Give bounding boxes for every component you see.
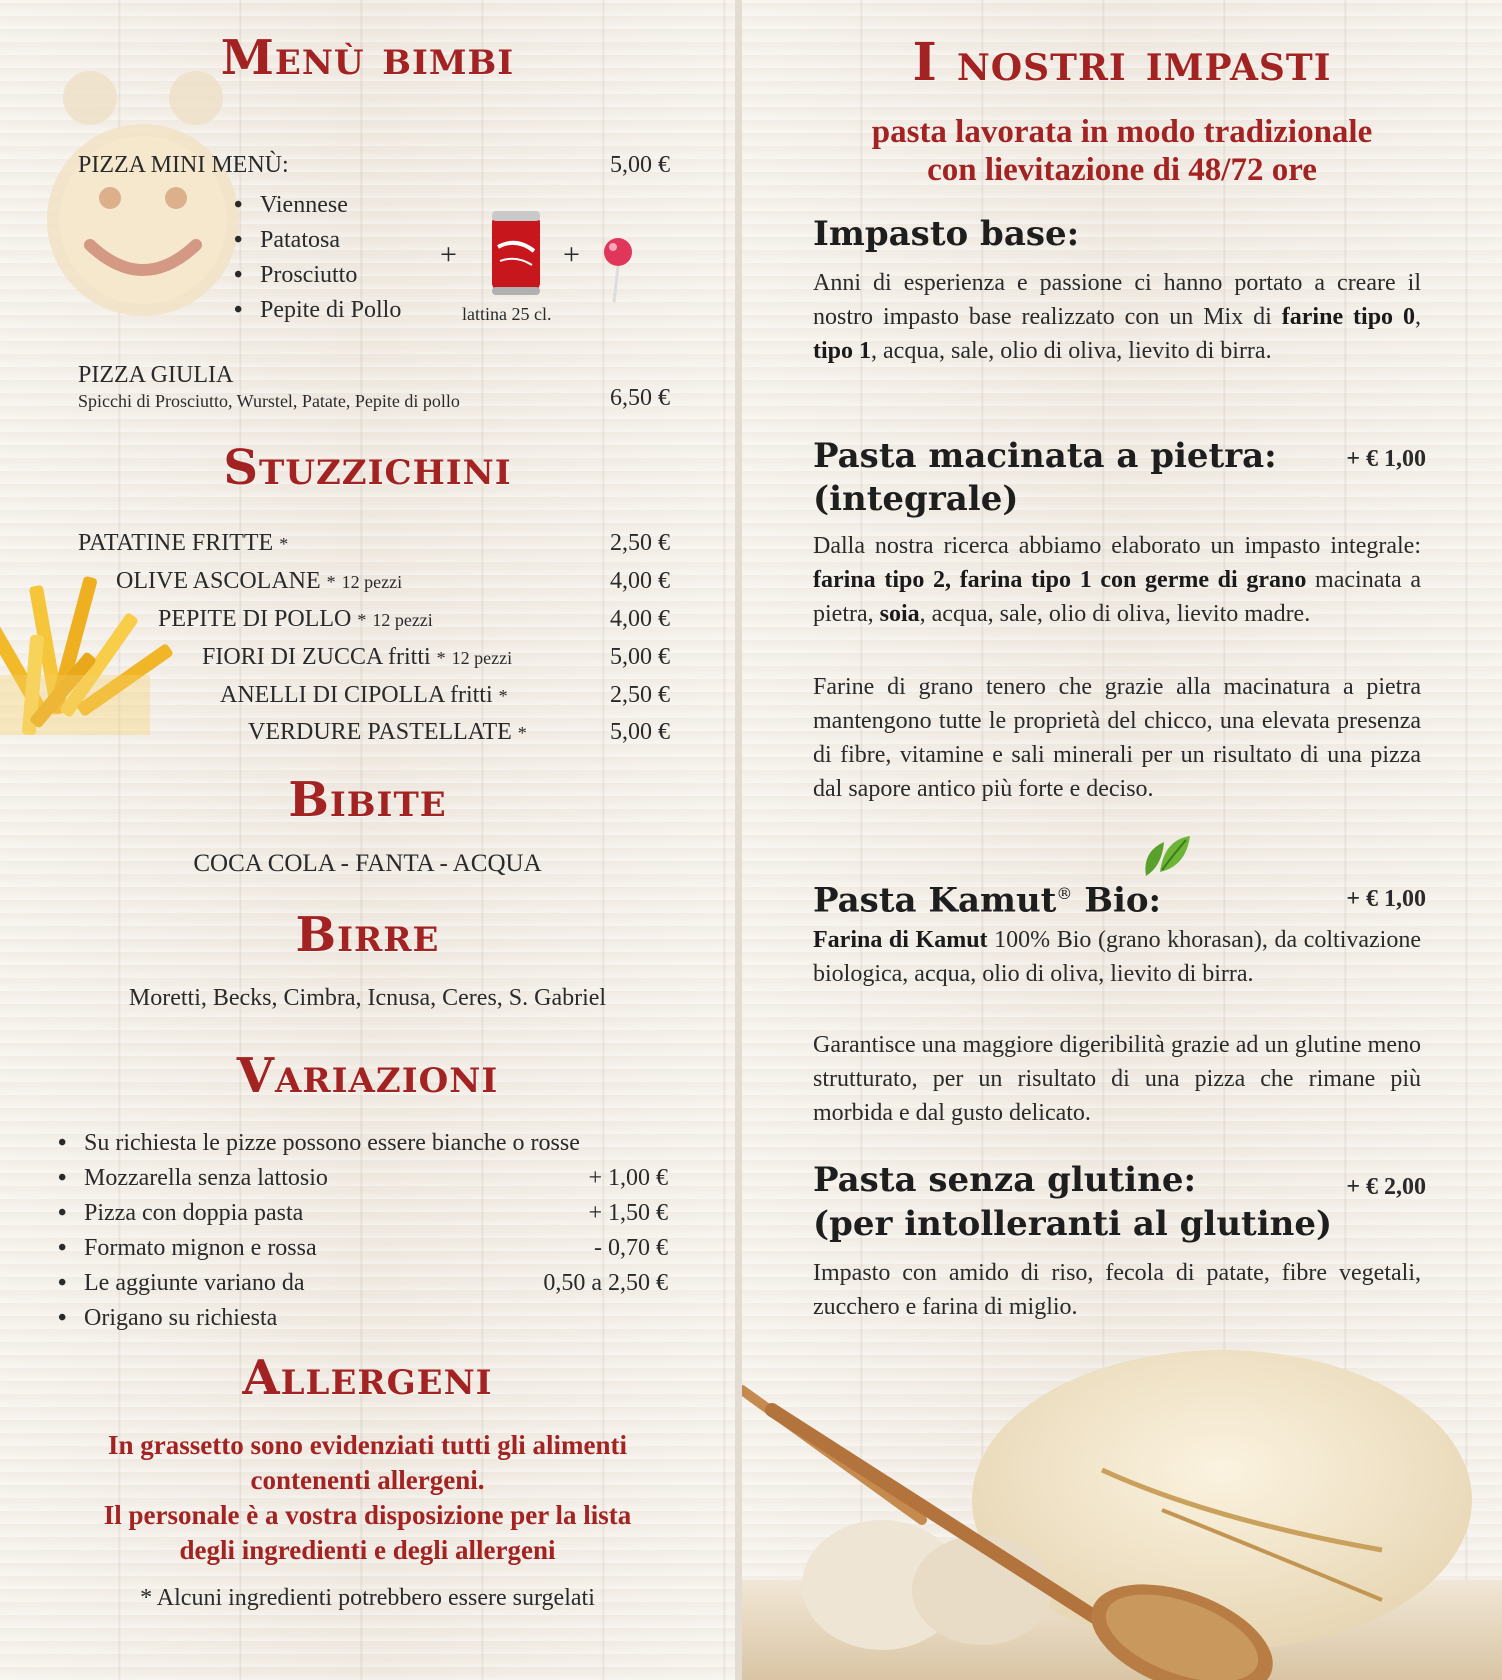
birre-title: Birre (295, 907, 440, 963)
item-price: - 0,70 € (594, 1235, 668, 1261)
list-item: • Patatosa (234, 223, 401, 258)
list-item: PATATINE FRITTE * (78, 530, 289, 556)
kids-menu-panel (0, 0, 735, 1680)
pasta-kamut-description: Farina di Kamut 100% Bio (grano khorasan), da coltivazione biologica, acqua, olio di oliva, lievito di birra. (813, 927, 1421, 987)
pasta-pietra-description: Dalla nostra ricerca abbiamo elaborato un impasto integrale: farina tipo 2, farina tipo 1 con germe di grano macinata a pietra, soia, acqua, sale, olio di oliva, lievito madre. (813, 533, 1421, 627)
list-item: • Origano su richiesta (58, 1301, 668, 1336)
leaf-icon (1140, 832, 1192, 880)
item-price: 4,00 € (610, 568, 670, 594)
plus-sign: + (563, 238, 580, 271)
list-item: • Prosciutto (234, 258, 401, 293)
item-price: 4,00 € (610, 606, 670, 632)
list-item: ANELLI DI CIPOLLA fritti * (220, 682, 508, 708)
list-item: VERDURE PASTELLATE * (248, 719, 527, 745)
list-item: • Mozzarella senza lattosio + 1,00 € (58, 1161, 668, 1196)
impasti-title: I nostri impasti (912, 32, 1332, 93)
pasta-senza-glutine-price: + € 2,00 (1346, 1174, 1426, 1200)
list-item: • Formato mignon e rossa - 0,70 € (58, 1231, 668, 1266)
list-item: OLIVE ASCOLANE * 12 pezzi (116, 568, 403, 594)
item-price: 2,50 € (610, 530, 670, 556)
impasti-subtitle-2: con lievitazione di 48/72 ore (927, 152, 1317, 188)
allergeni-line-3: Il personale è a vostra disposizione per la lista (103, 1500, 632, 1530)
pasta-pietra-price: + € 1,00 (1346, 446, 1426, 472)
pasta-senza-glutine-heading: Pasta senza glutine: (813, 1160, 1196, 1200)
bibite-list: COCA COLA - FANTA - ACQUA (193, 850, 542, 877)
smiley-pizza-icon (38, 70, 248, 320)
doughs-panel (742, 0, 1502, 1680)
lollipop-icon (600, 236, 636, 304)
list-item: • Pizza con doppia pasta + 1,50 € (58, 1196, 668, 1231)
pizza-mini-menu-price: 5,00 € (610, 152, 670, 178)
impasto-base-heading: Impasto base: (813, 214, 1080, 254)
variazioni-title: Variazioni (236, 1048, 499, 1104)
item-price: 5,00 € (610, 719, 670, 745)
list-item: PEPITE DI POLLO * 12 pezzi (158, 606, 433, 632)
pizza-mini-menu-label: PIZZA MINI MENÙ: (78, 152, 289, 178)
plus-sign: + (440, 238, 457, 271)
list-item: • Su richiesta le pizze possono essere bianche o rosse (58, 1126, 668, 1161)
panel-divider (735, 0, 742, 1680)
pizza-giulia-description: Spicchi di Prosciutto, Wurstel, Patate, Pepite di pollo (78, 391, 460, 411)
pasta-pietra-subheading: (integrale) (813, 479, 1019, 519)
list-item: • Le aggiunte variano da 0,50 a 2,50 € (58, 1266, 668, 1301)
cola-can-icon (488, 207, 544, 297)
allergeni-line-4: degli ingredienti e degli allergeni (179, 1535, 556, 1565)
list-item: • Viennese (234, 188, 401, 223)
allergeni-line-2: contenenti allergeni. (250, 1465, 485, 1495)
list-item: • Pepite di Pollo (234, 293, 401, 328)
allergeni-line-1: In grassetto sono evidenziati tutti gli alimenti (108, 1430, 627, 1460)
allergeni-title: Allergeni (242, 1350, 493, 1406)
frozen-footnote: * Alcuni ingredienti potrebbero essere surgelati (140, 1585, 595, 1611)
pasta-senza-glutine-subheading: (per intolleranti al glutine) (813, 1204, 1333, 1244)
pasta-pietra-heading: Pasta macinata a pietra: (813, 436, 1277, 476)
pizza-giulia-price: 6,50 € (610, 385, 670, 411)
birre-list: Moretti, Becks, Cimbra, Icnusa, Ceres, S. Gabriel (128, 985, 607, 1011)
pasta-kamut-details: Garantisce una maggiore digeribilità grazie ad un glutine meno strutturato, per un risultato di una pizza che rimane più morbida e dal gusto delicato. (813, 1032, 1421, 1126)
variazioni-list (58, 1126, 668, 1336)
item-price: + 1,00 € (588, 1165, 668, 1191)
pasta-senza-glutine-description: Impasto con amido di riso, fecola di patate, fibre vegetali, zucchero e farina di miglio. (813, 1260, 1421, 1320)
pasta-pietra-details: Farine di grano tenero che grazie alla macinatura a pietra mantengono tutte le proprietà del chicco, una elevata presenza di fibre, vitamine e sali minerali per un risultato di una pizza dal sapore antico più forte e deciso. (813, 674, 1421, 802)
item-price: 2,50 € (610, 682, 670, 708)
dough-scene-icon (742, 1350, 1502, 1680)
impasto-base-description: Anni di esperienza e passione ci hanno portato a creare il nostro impasto base realizzato con un Mix di farine tipo 0, tipo 1, acqua, sale, olio di oliva, lievito di birra. (813, 270, 1421, 364)
pasta-kamut-heading: Pasta Kamut® Bio: (813, 880, 1162, 921)
mini-menu-pizza-list (234, 188, 401, 328)
bibite-title: Bibite (288, 772, 447, 828)
list-item: FIORI DI ZUCCA fritti * 12 pezzi (202, 644, 513, 670)
item-price: 0,50 a 2,50 € (543, 1270, 668, 1296)
pasta-kamut-price: + € 1,00 (1346, 886, 1426, 912)
can-caption: lattina 25 cl. (462, 304, 552, 324)
stuzzichini-title: Stuzzichini (223, 440, 512, 496)
item-price: + 1,50 € (588, 1200, 668, 1226)
item-price: 5,00 € (610, 644, 670, 670)
impasti-subtitle-1: pasta lavorata in modo tradizionale (871, 114, 1373, 150)
menu-bimbi-title: Menù bimbi (220, 30, 515, 86)
pizza-giulia-label: PIZZA GIULIA (78, 362, 234, 388)
